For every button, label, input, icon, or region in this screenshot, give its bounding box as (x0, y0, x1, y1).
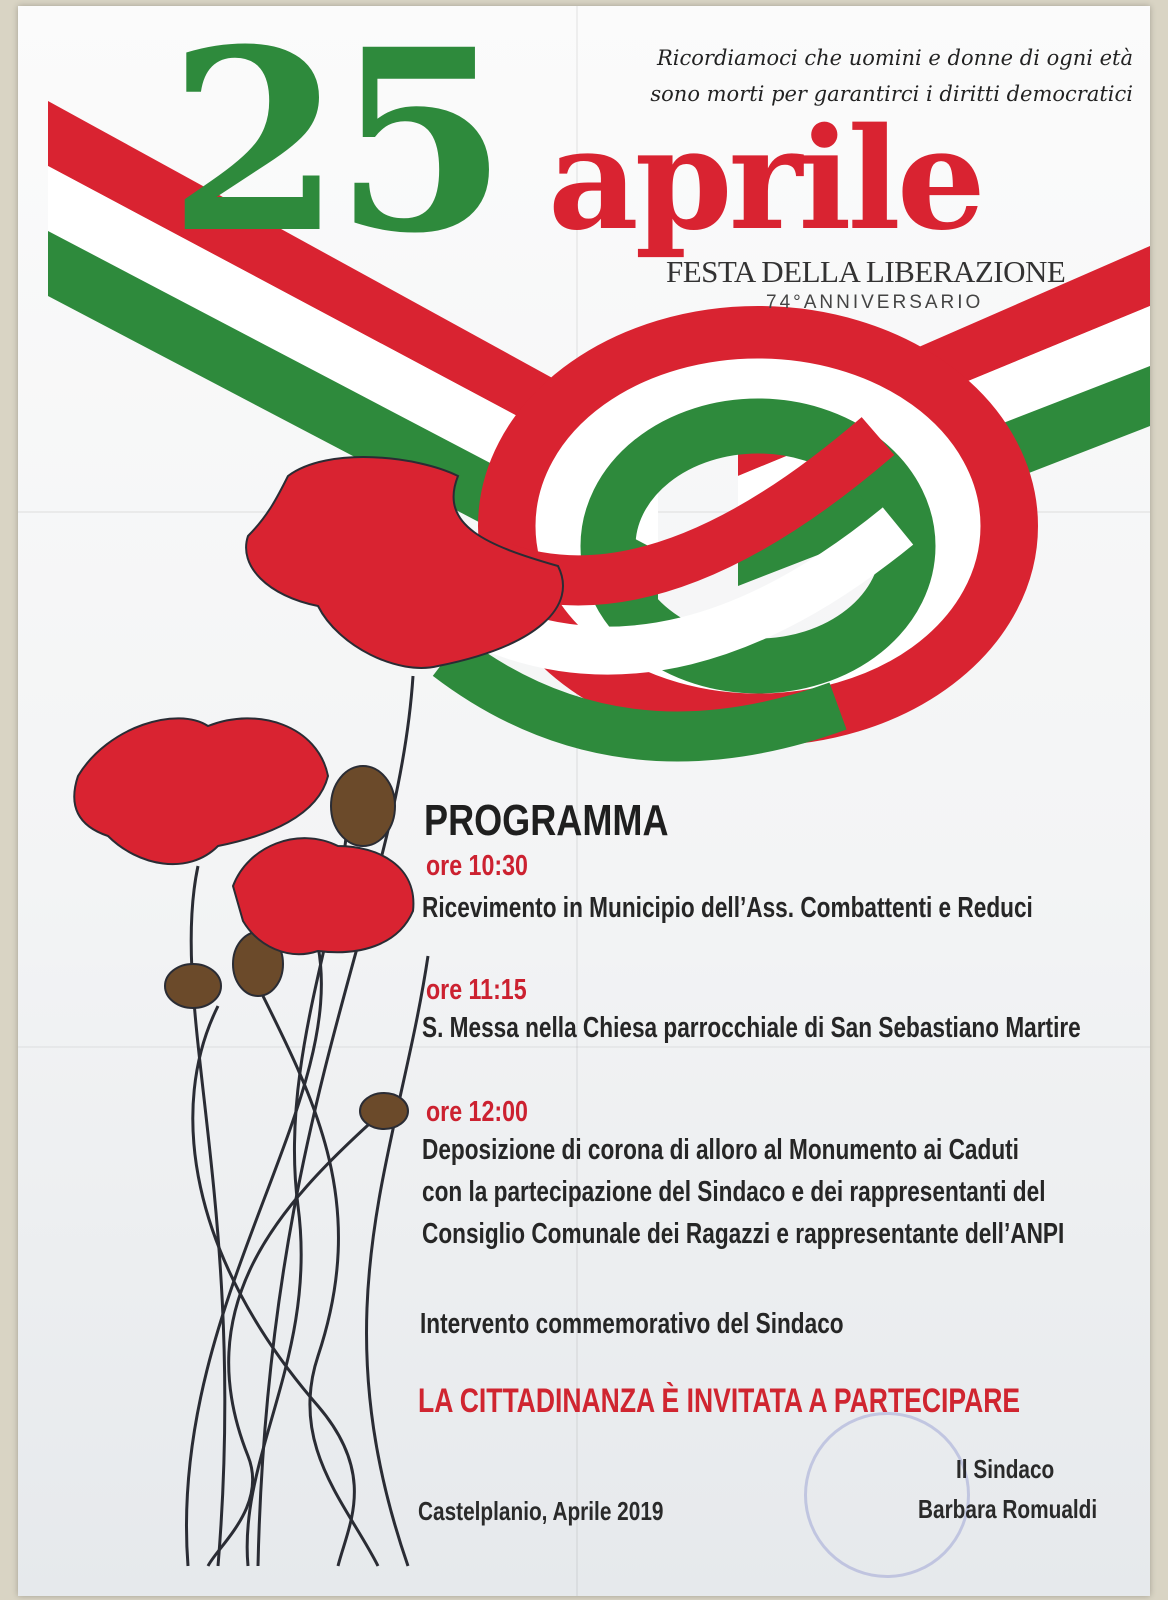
invitation-banner: LA CITTADINANZA È INVITATA A PARTECIPARE (418, 1382, 1021, 1420)
place-date: Castelplanio, Aprile 2019 (418, 1496, 664, 1526)
program-time-1: ore 10:30 (426, 850, 528, 882)
program-text-3c: Consiglio Comunale dei Ragazzi e rappresentante dell’ANPI (422, 1218, 1065, 1250)
festa-subtitle: FESTA DELLA LIBERAZIONE (666, 254, 1066, 289)
quote-block (633, 40, 1133, 112)
day-number: 25 (168, 6, 500, 288)
program-title: PROGRAMMA (424, 796, 669, 845)
program-text-2: S. Messa nella Chiesa parrocchiale di San Sebastiano Martire (422, 1012, 1081, 1044)
program-time-2: ore 11:15 (426, 974, 527, 1006)
program-text-3a: Deposizione di corona di alloro al Monumento ai Caduti (422, 1134, 1019, 1166)
program-text-3b: con la partecipazione del Sindaco e dei rappresentanti del (422, 1176, 1046, 1208)
quote-line-1: Ricordiamoci che uomini e donne di ogni età (656, 46, 1133, 70)
program-time-3: ore 12:00 (426, 1096, 528, 1128)
ribbon-knot (448, 336, 1008, 736)
program-text-1: Ricevimento in Municipio dell’Ass. Combattenti e Reduci (422, 892, 1033, 924)
anniversary-label: 74°ANNIVERSARIO (766, 292, 984, 313)
month-title: aprile (548, 98, 982, 262)
mayor-name: Barbara Romualdi (918, 1494, 1098, 1524)
quote-line-2: sono morti per garantirci i diritti democratici (650, 82, 1133, 106)
poster (18, 6, 1150, 1596)
mayor-role: Il Sindaco (956, 1454, 1055, 1484)
intervento-line: Intervento commemorativo del Sindaco (420, 1308, 844, 1340)
